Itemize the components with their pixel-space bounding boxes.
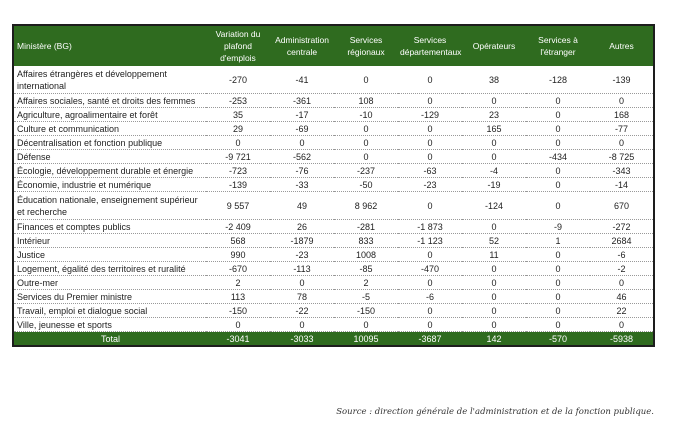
value-cell: 8 962 — [334, 192, 398, 220]
value-cell: 0 — [270, 136, 334, 150]
value-cell: 0 — [398, 304, 462, 318]
value-cell: 0 — [462, 220, 526, 234]
value-cell: 0 — [334, 150, 398, 164]
ministry-name-cell: Intérieur — [13, 234, 206, 248]
value-cell: 49 — [270, 192, 334, 220]
value-cell: -22 — [270, 304, 334, 318]
value-cell: -69 — [270, 122, 334, 136]
column-header: Services à l'étranger — [526, 25, 590, 66]
ministry-name-cell: Économie, industrie et numérique — [13, 178, 206, 192]
value-cell: 1008 — [334, 248, 398, 262]
value-cell: 26 — [270, 220, 334, 234]
value-cell: -113 — [270, 262, 334, 276]
table-row — [13, 108, 654, 122]
total-value-cell: 10095 — [334, 332, 398, 347]
table-row — [13, 66, 654, 94]
value-cell: 23 — [462, 108, 526, 122]
value-cell: -237 — [334, 164, 398, 178]
value-cell: -124 — [462, 192, 526, 220]
table-row — [13, 192, 654, 220]
value-cell: 52 — [462, 234, 526, 248]
value-cell: 0 — [590, 136, 654, 150]
value-cell: -2 — [590, 262, 654, 276]
value-cell: -272 — [590, 220, 654, 234]
column-header: Ministère (BG) — [13, 25, 206, 66]
table-row — [13, 136, 654, 150]
value-cell: 670 — [590, 192, 654, 220]
value-cell: -4 — [462, 164, 526, 178]
value-cell: 0 — [462, 94, 526, 108]
value-cell: 2 — [206, 276, 270, 290]
table-row — [13, 150, 654, 164]
value-cell: 0 — [270, 318, 334, 332]
ministry-name-cell: Travail, emploi et dialogue social — [13, 304, 206, 318]
ministry-name-cell: Défense — [13, 150, 206, 164]
value-cell: 0 — [462, 290, 526, 304]
total-value-cell: -3687 — [398, 332, 462, 347]
column-header: Variation du plafond d'emplois — [206, 25, 270, 66]
ministry-name-cell: Agriculture, agroalimentaire et forêt — [13, 108, 206, 122]
total-label: Total — [13, 332, 206, 347]
value-cell: 22 — [590, 304, 654, 318]
value-cell: 0 — [462, 136, 526, 150]
table-row — [13, 276, 654, 290]
value-cell: 46 — [590, 290, 654, 304]
table-header-row — [13, 25, 654, 66]
table-row — [13, 122, 654, 136]
ministry-name-cell: Écologie, développement durable et énergie — [13, 164, 206, 178]
value-cell: 0 — [590, 94, 654, 108]
value-cell: 0 — [526, 318, 590, 332]
total-value-cell: -570 — [526, 332, 590, 347]
value-cell: 0 — [270, 276, 334, 290]
value-cell: 0 — [398, 248, 462, 262]
value-cell: 0 — [334, 136, 398, 150]
value-cell: 0 — [526, 136, 590, 150]
value-cell: -434 — [526, 150, 590, 164]
column-header: Services régionaux — [334, 25, 398, 66]
value-cell: -723 — [206, 164, 270, 178]
value-cell: 2 — [334, 276, 398, 290]
ministry-name-cell: Finances et comptes publics — [13, 220, 206, 234]
value-cell: -8 725 — [590, 150, 654, 164]
value-cell: 0 — [462, 262, 526, 276]
value-cell: 0 — [334, 66, 398, 94]
table-row — [13, 318, 654, 332]
table-row — [13, 94, 654, 108]
value-cell: 78 — [270, 290, 334, 304]
value-cell: 108 — [334, 94, 398, 108]
column-header: Administration centrale — [270, 25, 334, 66]
value-cell: -9 721 — [206, 150, 270, 164]
value-cell: 0 — [590, 318, 654, 332]
value-cell: -2 409 — [206, 220, 270, 234]
value-cell: -23 — [398, 178, 462, 192]
column-header: Autres — [590, 25, 654, 66]
value-cell: -150 — [334, 304, 398, 318]
total-value-cell: -3041 — [206, 332, 270, 347]
value-cell: -150 — [206, 304, 270, 318]
value-cell: -17 — [270, 108, 334, 122]
value-cell: -41 — [270, 66, 334, 94]
value-cell: 0 — [398, 136, 462, 150]
value-cell: -9 — [526, 220, 590, 234]
value-cell: 0 — [462, 276, 526, 290]
value-cell: -5 — [334, 290, 398, 304]
value-cell: -10 — [334, 108, 398, 122]
table-row — [13, 178, 654, 192]
value-cell: 0 — [398, 94, 462, 108]
value-cell: -562 — [270, 150, 334, 164]
value-cell: 0 — [462, 304, 526, 318]
table-row — [13, 164, 654, 178]
value-cell: 113 — [206, 290, 270, 304]
value-cell: 0 — [398, 276, 462, 290]
value-cell: -128 — [526, 66, 590, 94]
value-cell: -361 — [270, 94, 334, 108]
table-row — [13, 220, 654, 234]
value-cell: -23 — [270, 248, 334, 262]
value-cell: 0 — [526, 276, 590, 290]
value-cell: 0 — [526, 290, 590, 304]
ministry-name-cell: Éducation nationale, enseignement supérieur et recherche — [13, 192, 206, 220]
value-cell: 990 — [206, 248, 270, 262]
ministry-name-cell: Affaires étrangères et développement international — [13, 66, 206, 94]
value-cell: -139 — [590, 66, 654, 94]
table-row — [13, 234, 654, 248]
value-cell: -1 123 — [398, 234, 462, 248]
value-cell: 11 — [462, 248, 526, 262]
value-cell: 0 — [206, 136, 270, 150]
value-cell: 833 — [334, 234, 398, 248]
value-cell: 29 — [206, 122, 270, 136]
value-cell: 168 — [590, 108, 654, 122]
value-cell: 1 — [526, 234, 590, 248]
value-cell: -253 — [206, 94, 270, 108]
value-cell: -6 — [590, 248, 654, 262]
value-cell: 568 — [206, 234, 270, 248]
value-cell: 0 — [334, 122, 398, 136]
value-cell: 0 — [526, 94, 590, 108]
table-row — [13, 304, 654, 318]
ministry-name-cell: Outre-mer — [13, 276, 206, 290]
value-cell: 0 — [206, 318, 270, 332]
value-cell: 0 — [398, 150, 462, 164]
value-cell: 0 — [526, 108, 590, 122]
value-cell: -139 — [206, 178, 270, 192]
value-cell: -33 — [270, 178, 334, 192]
value-cell: -343 — [590, 164, 654, 178]
value-cell: 0 — [526, 164, 590, 178]
value-cell: 2684 — [590, 234, 654, 248]
total-row — [13, 332, 654, 347]
table-row — [13, 248, 654, 262]
column-header: Opérateurs — [462, 25, 526, 66]
table-row — [13, 290, 654, 304]
value-cell: 0 — [526, 192, 590, 220]
value-cell: -281 — [334, 220, 398, 234]
ministry-name-cell: Services du Premier ministre — [13, 290, 206, 304]
ministry-name-cell: Logement, égalité des territoires et ruralité — [13, 262, 206, 276]
value-cell: 0 — [334, 318, 398, 332]
ministry-name-cell: Culture et communication — [13, 122, 206, 136]
value-cell: -19 — [462, 178, 526, 192]
total-value-cell: -3033 — [270, 332, 334, 347]
value-cell: -129 — [398, 108, 462, 122]
ministry-name-cell: Justice — [13, 248, 206, 262]
value-cell: 0 — [398, 122, 462, 136]
value-cell: -1 873 — [398, 220, 462, 234]
value-cell: -63 — [398, 164, 462, 178]
value-cell: -77 — [590, 122, 654, 136]
ministry-name-cell: Ville, jeunesse et sports — [13, 318, 206, 332]
value-cell: 0 — [398, 318, 462, 332]
source-note: Source : direction générale de l'administration et de la fonction publique. — [336, 407, 654, 417]
value-cell: -470 — [398, 262, 462, 276]
value-cell: 0 — [526, 122, 590, 136]
table-row — [13, 262, 654, 276]
value-cell: 0 — [462, 318, 526, 332]
value-cell: -270 — [206, 66, 270, 94]
total-value-cell: -5938 — [590, 332, 654, 347]
value-cell: -50 — [334, 178, 398, 192]
value-cell: 0 — [526, 178, 590, 192]
value-cell: -14 — [590, 178, 654, 192]
ministry-staffing-table — [12, 24, 655, 347]
value-cell: 0 — [462, 150, 526, 164]
value-cell: -6 — [398, 290, 462, 304]
ministry-name-cell: Affaires sociales, santé et droits des femmes — [13, 94, 206, 108]
ministry-name-cell: Décentralisation et fonction publique — [13, 136, 206, 150]
value-cell: -1879 — [270, 234, 334, 248]
value-cell: 9 557 — [206, 192, 270, 220]
value-cell: 0 — [526, 248, 590, 262]
value-cell: -76 — [270, 164, 334, 178]
value-cell: 0 — [590, 276, 654, 290]
value-cell: 0 — [526, 304, 590, 318]
value-cell: -85 — [334, 262, 398, 276]
column-header: Services départementaux — [398, 25, 462, 66]
value-cell: -670 — [206, 262, 270, 276]
value-cell: 0 — [526, 262, 590, 276]
value-cell: 38 — [462, 66, 526, 94]
value-cell: 0 — [398, 66, 462, 94]
value-cell: 35 — [206, 108, 270, 122]
total-value-cell: 142 — [462, 332, 526, 347]
value-cell: 165 — [462, 122, 526, 136]
value-cell: 0 — [398, 192, 462, 220]
